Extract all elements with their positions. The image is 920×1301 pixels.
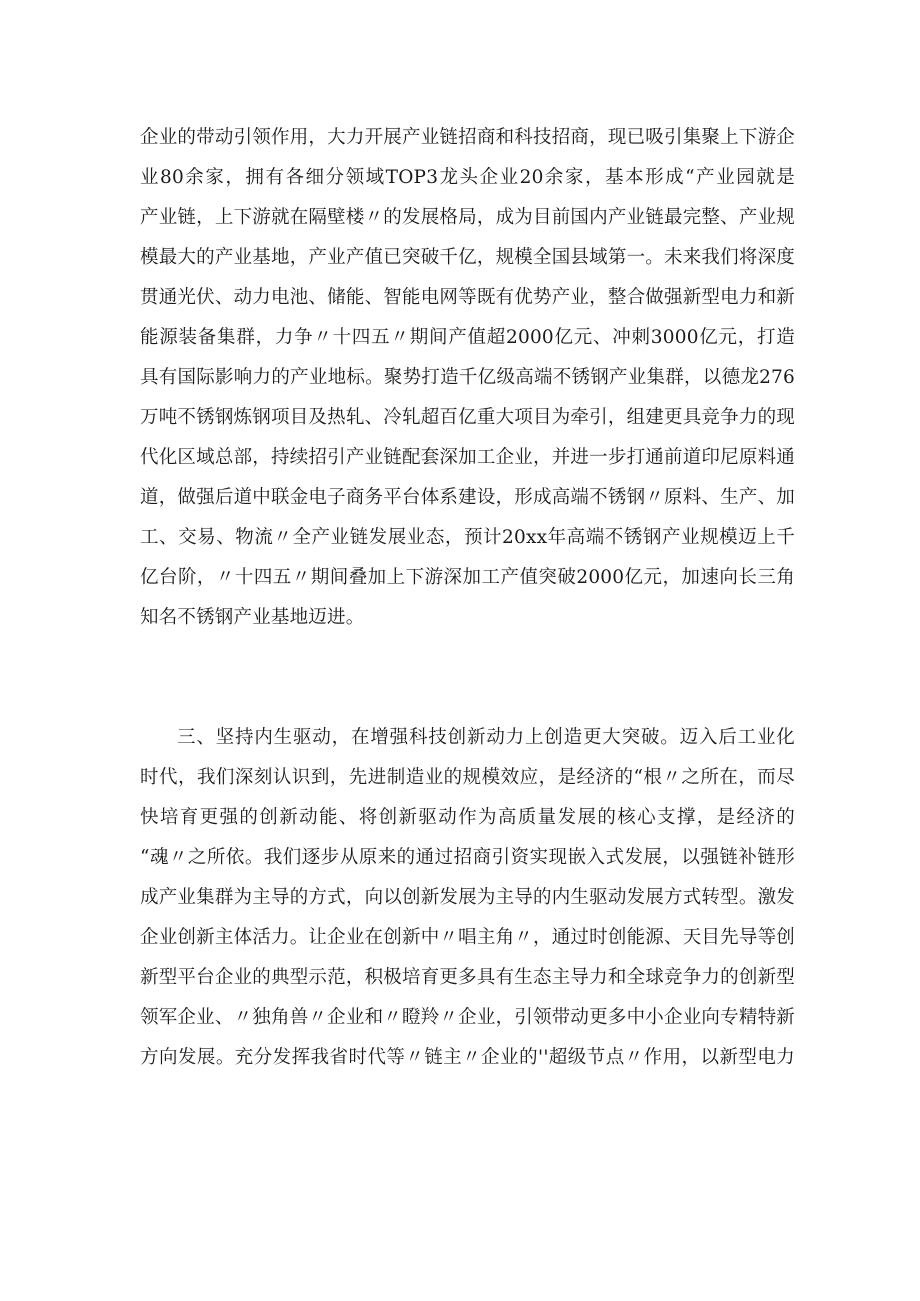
paragraph-1 xyxy=(140,118,795,638)
paragraph-1-line-12: 亿台阶，〃十四五〃期间叠加上下游深加工产值突破2000亿元，加速向长三角 xyxy=(140,567,795,588)
paragraph-1-line-11: 工、交易、物流〃全产业链发展业态，预计20xx年高端不锈钢产业规模迈上千 xyxy=(140,527,795,548)
paragraph-2-line-1: 三、坚持内生驱动，在增强科技创新动力上创造更大突破。迈入后工业化 xyxy=(177,727,795,748)
paragraph-2-line-2: 时代，我们深刻认识到，先进制造业的规模效应，是经济的“根〃之所在，而尽 xyxy=(140,767,795,788)
paragraph-1-line-7: 具有国际影响力的产业地标。聚势打造千亿级高端不锈钢产业集群，以德龙276 xyxy=(140,367,795,388)
paragraph-2-line-8: 领军企业、〃独角兽〃企业和〃瞪羚〃企业，引领带动更多中小企业向专精特新 xyxy=(140,1007,795,1028)
paragraph-1-line-10: 道，做强后道中联金电子商务平台体系建设，形成高端不锈钢〃原料、生产、加 xyxy=(140,487,795,508)
paragraph-1-line-9: 代化区域总部，持续招引产业链配套深加工企业，并进一步打通前道印尼原料通 xyxy=(140,447,795,468)
paragraph-2-line-3: 快培育更强的创新动能、将创新驱动作为高质量发展的核心支撑，是经济的 xyxy=(140,807,795,828)
paragraph-1-line-3: 产业链，上下游就在隔壁楼〃的发展格局，成为目前国内产业链最完整、产业规 xyxy=(140,207,795,228)
paragraph-1-line-5: 贯通光伏、动力电池、储能、智能电网等既有优势产业，整合做强新型电力和新 xyxy=(140,287,795,308)
paragraph-2 xyxy=(140,718,795,1078)
paragraph-1-line-8: 万吨不锈钢炼钢项目及热轧、冷轧超百亿重大项目为牵引，组建更具竞争力的现 xyxy=(140,407,795,428)
paragraph-2-line-6: 企业创新主体活力。让企业在创新中〃唱主角〃，通过时创能源、天目先导等创 xyxy=(140,927,795,948)
paragraph-1-line-6: 能源装备集群，力争〃十四五〃期间产值超2000亿元、冲刺3000亿元，打造 xyxy=(140,327,795,348)
paragraph-1-line-13: 知名不锈钢产业基地迈进。 xyxy=(140,607,365,628)
paragraph-1-line-1: 企业的带动引领作用，大力开展产业链招商和科技招商，现已吸引集聚上下游企 xyxy=(140,127,795,148)
paragraph-1-line-4: 模最大的产业基地，产业产值已突破千亿，规模全国县域第一。未来我们将深度 xyxy=(140,247,795,268)
paragraph-1-line-2: 业80余家，拥有各细分领域TOP3龙头企业20余家，基本形成“产业园就是 xyxy=(140,167,795,188)
paragraph-2-line-4: “魂〃之所依。我们逐步从原来的通过招商引资实现嵌入式发展，以强链补链形 xyxy=(140,847,795,868)
paragraph-2-line-7: 新型平台企业的典型示范，积极培育更多具有生态主导力和全球竞争力的创新型 xyxy=(140,967,795,988)
paragraph-2-line-9: 方向发展。充分发挥我省时代等〃链主〃企业的''超级节点〃作用，以新型电力 xyxy=(140,1047,795,1068)
paragraph-2-line-5: 成产业集群为主导的方式，向以创新发展为主导的内生驱动发展方式转型。激发 xyxy=(140,887,795,908)
